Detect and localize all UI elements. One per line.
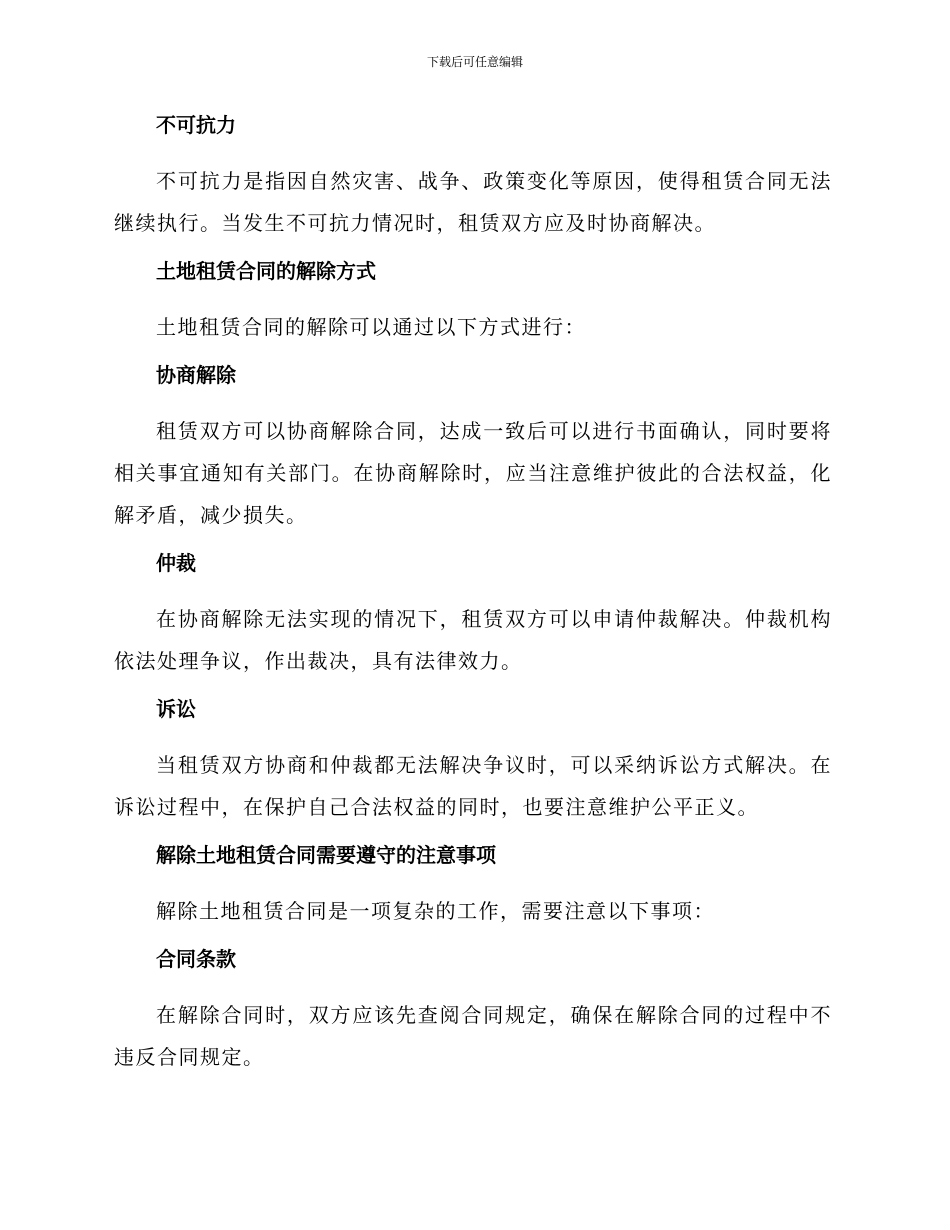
section-negotiated-termination: [114, 360, 832, 536]
section-heading: 协商解除: [156, 363, 236, 387]
section-paragraph: 当租赁双方协商和仲裁都无法解决争议时，可以采纳诉讼方式解决。在诉讼过程中，在保护自己合法权益的同时，也要注意维护公平正义。: [114, 753, 832, 819]
section-heading: 仲裁: [156, 551, 196, 575]
section-heading: 解除土地租赁合同需要遵守的注意事项: [156, 843, 496, 867]
section-heading: 诉讼: [156, 697, 196, 721]
section-termination-notes: [114, 840, 832, 932]
section-paragraph: 在解除合同时，双方应该先查阅合同规定，确保在解除合同的过程中不违反合同规定。: [114, 1003, 832, 1069]
section-paragraph: 不可抗力是指因自然灾害、战争、政策变化等原因，使得租赁合同无法继续执行。当发生不可抗力情况时，租赁双方应及时协商解决。: [114, 169, 832, 235]
section-paragraph: 租赁双方可以协商解除合同，达成一致后可以进行书面确认，同时要将相关事宜通知有关部门。在协商解除时，应当注意维护彼此的合法权益，化解矛盾，减少损失。: [114, 419, 832, 527]
section-litigation: [114, 694, 832, 828]
section-heading: 不可抗力: [156, 113, 236, 137]
section-paragraph: 土地租赁合同的解除可以通过以下方式进行：: [156, 315, 586, 339]
section-termination-methods: [114, 256, 832, 348]
header-note: 下载后可任意编辑: [426, 55, 523, 69]
section-paragraph: 解除土地租赁合同是一项复杂的工作，需要注意以下事项：: [156, 899, 715, 923]
section-heading: 土地租赁合同的解除方式: [156, 259, 376, 283]
section-paragraph: 在协商解除无法实现的情况下，租赁双方可以申请仲裁解决。仲裁机构依法处理争议，作出裁决，具有法律效力。: [114, 607, 832, 673]
section-arbitration: [114, 548, 832, 682]
section-force-majeure: [114, 110, 832, 244]
section-heading: 合同条款: [156, 947, 236, 971]
document-body: [114, 110, 832, 1090]
section-contract-terms: [114, 944, 832, 1078]
